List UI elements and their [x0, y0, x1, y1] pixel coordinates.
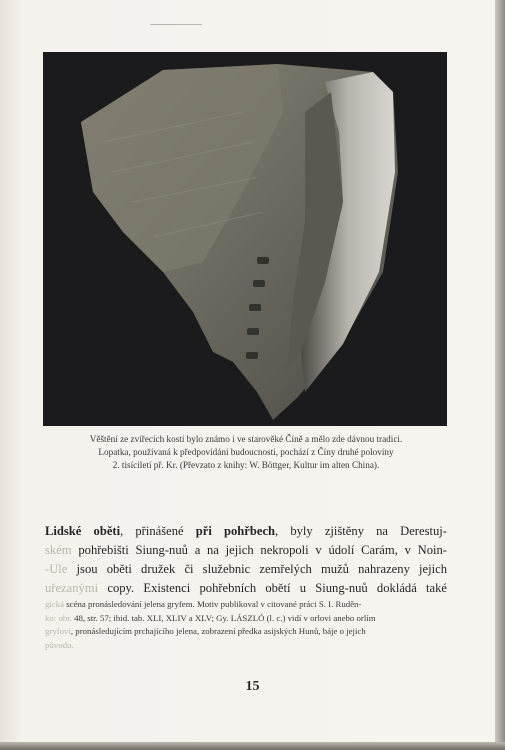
page-bottom-edge	[0, 742, 505, 750]
caption-line: 2. tisíciletí př. Kr. (Převzato z knihy: W. Böttger, Kultur im alten China).	[112, 460, 380, 470]
page-number: 15	[245, 679, 260, 694]
bold-term: při pohřbech	[195, 524, 276, 538]
footnote	[45, 598, 447, 652]
body-paragraph	[45, 522, 447, 598]
caption-line: Lopatka, používaná k předpovídání budoucnosti, pochází z Číny druhé poloviny	[98, 447, 394, 457]
figure-caption	[58, 433, 434, 472]
body-line: -Ule jsou oběti družek či služebnic zemřelých mužů nahrazeny jejich	[45, 562, 447, 576]
header-rule	[150, 24, 202, 25]
oracle-bone-icon	[43, 52, 447, 426]
footnote-line: gryfovi, pronásledujícím prchajícího jelena, zobrazení předka asijských Hunů, báje o jejich	[45, 626, 366, 636]
footnote-line: původu.	[45, 639, 74, 650]
caption-line: Věštění ze zvířecích kostí bylo známo i ve starověké Číně a mělo zde dávnou tradici.	[89, 434, 403, 444]
body-line: uřezanými copy. Existenci pohřebních obětí u Siung-nuů dokládá také	[45, 581, 447, 595]
bold-term: Lidské oběti	[45, 524, 121, 538]
body-line: Lidské oběti, přinášené při pohřbech, byly zjištěny na Derestuj-	[45, 524, 447, 538]
footnote-line: ko: obr. 48, str. 57; ibid. tab. XLI, XLIV a XLV; Gy. LÁSZLÓ (l. c.) vidí v orlovi anebo orlím	[45, 612, 376, 623]
footnote-line: gická scéna pronásledování jelena gryfem. Motiv publikoval v citované práci S. I. Ruděn-	[45, 599, 362, 609]
page-edge-shadow	[495, 0, 505, 750]
figure-photo	[43, 52, 447, 426]
body-line: ském pohřebišti Siung-nuů a na jejich nekropoli v údolí Carám, v Noin-	[45, 543, 447, 557]
